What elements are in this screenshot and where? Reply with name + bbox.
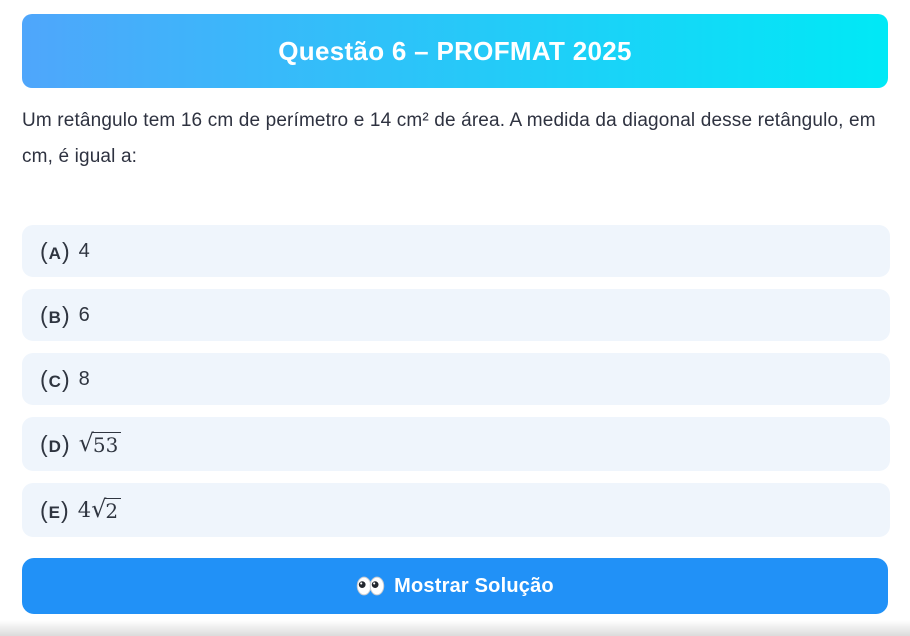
option-a-value: 4 <box>78 239 90 262</box>
question-header <box>22 14 888 88</box>
option-c-value: 8 <box>78 367 90 390</box>
paren-open: ( <box>40 237 48 264</box>
radical-sign-icon: √ <box>78 428 94 457</box>
letter: E <box>48 502 61 522</box>
radical-sign-icon: √ <box>91 494 107 523</box>
option-b[interactable] <box>22 289 890 341</box>
show-solution-button[interactable] <box>22 558 888 614</box>
letter: D <box>48 436 61 456</box>
options-list <box>22 225 890 537</box>
paren-open: ( <box>40 496 48 523</box>
paren-close: ) <box>61 301 70 328</box>
option-e[interactable] <box>22 483 890 537</box>
sqrt-radicand: 53 <box>92 432 121 457</box>
option-d-value <box>78 428 122 457</box>
option-d[interactable] <box>22 417 890 471</box>
option-a[interactable] <box>22 225 890 277</box>
option-b-value: 6 <box>78 303 90 326</box>
sqrt-radicand: 2 <box>104 498 121 523</box>
paren-open: ( <box>40 365 48 392</box>
option-e-letter <box>40 497 69 524</box>
question-title: Questão 6 – PROFMAT 2025 <box>278 35 632 66</box>
option-a-letter <box>40 238 70 265</box>
paren-close: ) <box>61 365 70 392</box>
letter: B <box>48 307 61 327</box>
paren-close: ) <box>61 237 70 264</box>
option-c[interactable] <box>22 353 890 405</box>
option-b-letter <box>40 302 70 329</box>
eyes-icon <box>356 576 385 596</box>
paren-close: ) <box>61 430 70 457</box>
paren-close: ) <box>61 496 69 523</box>
paren-open: ( <box>40 430 48 457</box>
sqrt-coefficient: 4 <box>77 497 92 522</box>
bottom-shadow <box>0 620 910 636</box>
paren-open: ( <box>40 301 48 328</box>
option-d-letter <box>40 431 70 458</box>
show-solution-label: Mostrar Solução <box>394 574 554 597</box>
option-e-value <box>77 494 121 523</box>
letter: C <box>48 371 61 391</box>
letter: A <box>48 243 61 263</box>
question-text: Um retângulo tem 16 cm de perímetro e 14 cm² de área. A medida da diagonal desse retângulo, em cm, é igual a: <box>22 110 876 167</box>
option-c-letter <box>40 366 70 393</box>
